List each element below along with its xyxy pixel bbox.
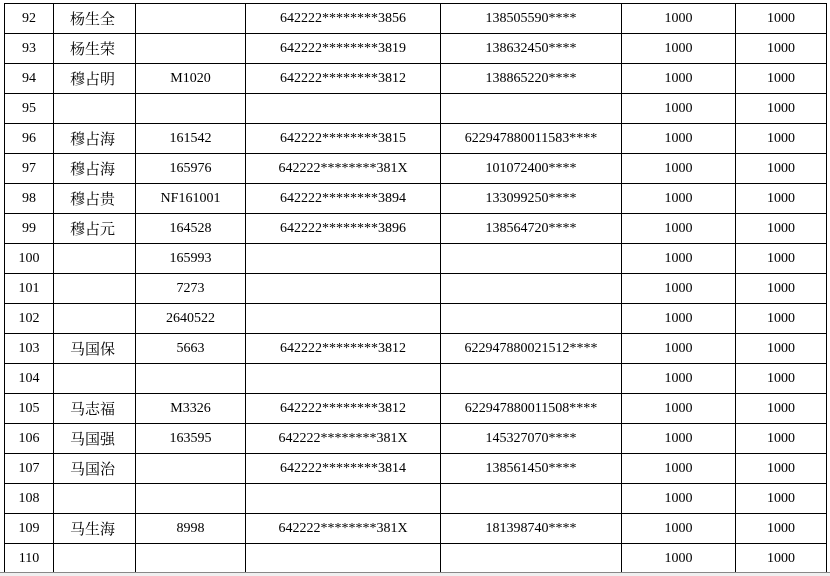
amount-cell-2[interactable]: 1000 [736,364,827,394]
account-cell[interactable] [441,364,622,394]
id-number-cell[interactable] [246,544,441,574]
account-cell[interactable]: 145327070**** [441,424,622,454]
amount-cell[interactable]: 1000 [622,454,736,484]
amount-cell[interactable]: 1000 [622,514,736,544]
table-row [5,4,827,34]
code-cell[interactable] [136,94,246,124]
account-cell[interactable]: 622947880011508**** [441,394,622,424]
name-cell[interactable]: 杨生荣 [54,34,136,64]
id-number-cell[interactable]: 642222********3896 [246,214,441,244]
sheet-bottom-edge [0,572,830,576]
amount-cell-2[interactable]: 1000 [736,184,827,214]
row-number-cell[interactable]: 101 [5,274,54,304]
row-number-cell[interactable]: 95 [5,94,54,124]
amount-cell-2[interactable]: 1000 [736,214,827,244]
code-cell[interactable]: M3326 [136,394,246,424]
id-number-cell[interactable]: 642222********3819 [246,34,441,64]
row-number-cell[interactable]: 94 [5,64,54,94]
name-cell[interactable]: 穆占海 [54,124,136,154]
name-cell[interactable]: 穆占明 [54,64,136,94]
amount-cell-2[interactable]: 1000 [736,154,827,184]
code-cell[interactable]: 161542 [136,124,246,154]
row-number-cell[interactable]: 105 [5,394,54,424]
name-cell[interactable]: 马志福 [54,394,136,424]
code-cell[interactable] [136,364,246,394]
table-row [5,214,827,244]
table-row [5,424,827,454]
account-cell[interactable] [441,94,622,124]
table-row [5,304,827,334]
account-cell[interactable]: 622947880021512**** [441,334,622,364]
amount-cell-2[interactable]: 1000 [736,304,827,334]
row-number-cell[interactable]: 98 [5,184,54,214]
table-row [5,364,827,394]
amount-cell-2[interactable]: 1000 [736,394,827,424]
amount-cell-2[interactable]: 1000 [736,334,827,364]
code-cell[interactable]: 164528 [136,214,246,244]
code-cell[interactable] [136,4,246,34]
code-cell[interactable]: 163595 [136,424,246,454]
name-cell[interactable]: 穆占元 [54,214,136,244]
account-cell[interactable]: 622947880011583**** [441,124,622,154]
name-cell[interactable] [54,94,136,124]
account-cell[interactable]: 138561450**** [441,454,622,484]
id-number-cell[interactable]: 642222********381X [246,514,441,544]
row-number-cell[interactable]: 102 [5,304,54,334]
amount-cell-2[interactable]: 1000 [736,454,827,484]
amount-cell[interactable]: 1000 [622,124,736,154]
code-cell[interactable]: 7273 [136,274,246,304]
table-row [5,544,827,574]
amount-cell[interactable]: 1000 [622,154,736,184]
table-row [5,334,827,364]
amount-cell-2[interactable]: 1000 [736,4,827,34]
amount-cell[interactable]: 1000 [622,334,736,364]
table-row [5,124,827,154]
account-cell[interactable] [441,544,622,574]
row-number-cell[interactable]: 107 [5,454,54,484]
account-cell[interactable] [441,244,622,274]
code-cell[interactable]: 165993 [136,244,246,274]
row-number-cell[interactable]: 93 [5,34,54,64]
name-cell[interactable] [54,244,136,274]
row-number-cell[interactable]: 110 [5,544,54,574]
row-number-cell[interactable]: 103 [5,334,54,364]
code-cell[interactable]: 2640522 [136,304,246,334]
code-cell[interactable]: NF161001 [136,184,246,214]
row-number-cell[interactable]: 97 [5,154,54,184]
table-row [5,64,827,94]
account-cell[interactable] [441,274,622,304]
table-row [5,34,827,64]
row-number-cell[interactable]: 96 [5,124,54,154]
amount-cell[interactable]: 1000 [622,184,736,214]
amount-cell-2[interactable]: 1000 [736,424,827,454]
name-cell[interactable] [54,304,136,334]
row-number-cell[interactable]: 100 [5,244,54,274]
amount-cell[interactable]: 1000 [622,484,736,514]
table-row [5,394,827,424]
amount-cell[interactable]: 1000 [622,34,736,64]
name-cell[interactable] [54,364,136,394]
table-row [5,454,827,484]
amount-cell-2[interactable]: 1000 [736,124,827,154]
table-row [5,274,827,304]
amount-cell[interactable]: 1000 [622,394,736,424]
name-cell[interactable] [54,274,136,304]
amount-cell[interactable]: 1000 [622,214,736,244]
table-row [5,94,827,124]
id-number-cell[interactable] [246,364,441,394]
amount-cell[interactable]: 1000 [622,424,736,454]
id-number-cell[interactable]: 642222********3814 [246,454,441,484]
name-cell[interactable] [54,544,136,574]
table-body [5,4,827,574]
id-number-cell[interactable] [246,304,441,334]
row-number-cell[interactable]: 104 [5,364,54,394]
name-cell[interactable]: 马生海 [54,514,136,544]
amount-cell-2[interactable]: 1000 [736,64,827,94]
amount-cell[interactable]: 1000 [622,304,736,334]
id-number-cell[interactable]: 642222********3815 [246,124,441,154]
amount-cell[interactable]: 1000 [622,4,736,34]
row-number-cell[interactable]: 108 [5,484,54,514]
name-cell[interactable] [54,484,136,514]
code-cell[interactable] [136,34,246,64]
name-cell[interactable]: 马国治 [54,454,136,484]
id-number-cell[interactable]: 642222********3812 [246,334,441,364]
data-table [4,3,827,574]
amount-cell[interactable]: 1000 [622,274,736,304]
amount-cell[interactable]: 1000 [622,94,736,124]
amount-cell-2[interactable]: 1000 [736,34,827,64]
amount-cell-2[interactable]: 1000 [736,274,827,304]
id-number-cell[interactable] [246,274,441,304]
account-cell[interactable]: 138632450**** [441,34,622,64]
id-number-cell[interactable]: 642222********3812 [246,64,441,94]
id-number-cell[interactable]: 642222********381X [246,154,441,184]
row-number-cell[interactable]: 106 [5,424,54,454]
id-number-cell[interactable] [246,244,441,274]
id-number-cell[interactable]: 642222********381X [246,424,441,454]
code-cell[interactable]: 8998 [136,514,246,544]
name-cell[interactable]: 穆占贵 [54,184,136,214]
name-cell[interactable]: 穆占海 [54,154,136,184]
amount-cell-2[interactable]: 1000 [736,244,827,274]
code-cell[interactable] [136,484,246,514]
amount-cell[interactable]: 1000 [622,364,736,394]
id-number-cell[interactable] [246,484,441,514]
code-cell[interactable]: 165976 [136,154,246,184]
name-cell[interactable]: 杨生全 [54,4,136,34]
account-cell[interactable]: 138564720**** [441,214,622,244]
amount-cell-2[interactable]: 1000 [736,484,827,514]
amount-cell-2[interactable]: 1000 [736,94,827,124]
account-cell[interactable]: 138865220**** [441,64,622,94]
row-number-cell[interactable]: 92 [5,4,54,34]
code-cell[interactable] [136,454,246,484]
id-number-cell[interactable]: 642222********3856 [246,4,441,34]
table-row [5,184,827,214]
amount-cell[interactable]: 1000 [622,544,736,574]
id-number-cell[interactable] [246,94,441,124]
code-cell[interactable]: 5663 [136,334,246,364]
account-cell[interactable]: 101072400**** [441,154,622,184]
account-cell[interactable] [441,304,622,334]
account-cell[interactable]: 181398740**** [441,514,622,544]
account-cell[interactable] [441,484,622,514]
table-row [5,514,827,544]
amount-cell-2[interactable]: 1000 [736,544,827,574]
table-row [5,484,827,514]
row-number-cell[interactable]: 99 [5,214,54,244]
amount-cell[interactable]: 1000 [622,244,736,274]
account-cell[interactable]: 133099250**** [441,184,622,214]
name-cell[interactable]: 马国强 [54,424,136,454]
name-cell[interactable]: 马国保 [54,334,136,364]
amount-cell[interactable]: 1000 [622,64,736,94]
table-row [5,154,827,184]
code-cell[interactable] [136,544,246,574]
row-number-cell[interactable]: 109 [5,514,54,544]
id-number-cell[interactable]: 642222********3812 [246,394,441,424]
code-cell[interactable]: M1020 [136,64,246,94]
table-row [5,244,827,274]
id-number-cell[interactable]: 642222********3894 [246,184,441,214]
account-cell[interactable]: 138505590**** [441,4,622,34]
amount-cell-2[interactable]: 1000 [736,514,827,544]
